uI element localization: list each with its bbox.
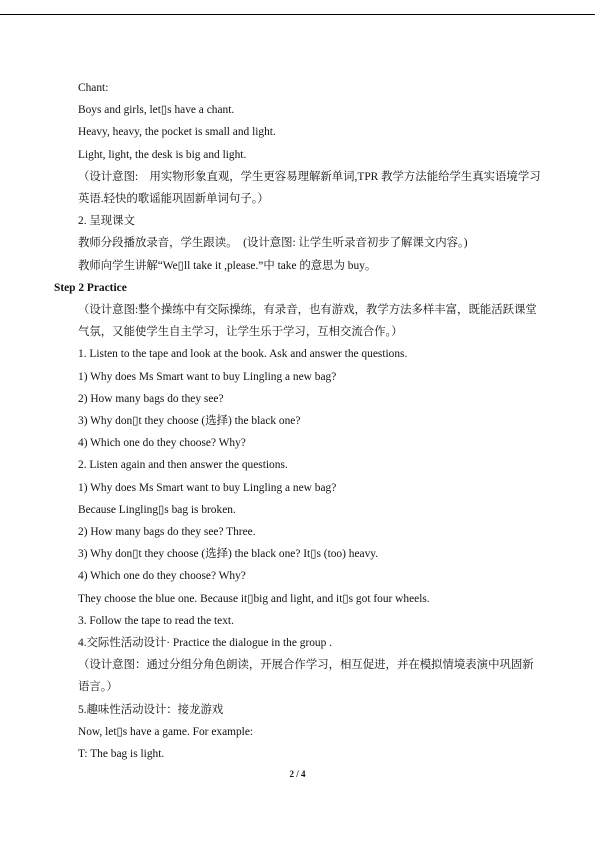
text-line: Boys and girls, let▯s have a chant. <box>78 104 235 117</box>
document-body <box>54 77 544 765</box>
design-note: （设计意图：通过分组分角色朗读，开展合作学习，相互促进，并在模拟情境表演中巩固新语言。） <box>78 659 534 694</box>
question-line: 3) Why don▯t they choose (选择) the black one? It▯s (too) heavy. <box>78 548 379 561</box>
design-note: （设计意图: 用实物形象直观，学生更容易理解新单词,TPR 教学方法能给学生真实语境学习英语.轻快的歌谣能巩固新单词句子。） <box>78 170 541 206</box>
text-line: Heavy, heavy, the pocket is small and light. <box>78 126 276 139</box>
design-note: （设计意图:整个操练中有交际操练，有录音，也有游戏，教学方法多样丰富，既能活跃课堂气氛，又能使学生自主学习，让学生乐于学习，互相交流合作。） <box>78 304 537 339</box>
section-heading: 2. 呈现课文 <box>78 215 135 228</box>
answer-line: They choose the blue one. Because it▯big and light, and it▯s got four wheels. <box>78 592 430 605</box>
question-line: 2) How many bags do they see? Three. <box>78 526 256 539</box>
text-line: 4.交际性活动设计· Practice the dialogue in the group . <box>78 637 333 650</box>
question-line: 2) How many bags do they see? <box>78 392 224 405</box>
text-line: Chant: <box>78 82 109 94</box>
question-line: 4) Which one do they choose? Why? <box>78 437 246 450</box>
question-line: 1) Why does Ms Smart want to buy Lingling a new bag? <box>78 481 337 494</box>
question-line: 4) Which one do they choose? Why? <box>78 570 246 583</box>
text-line: Light, light, the desk is big and light. <box>78 148 247 161</box>
text-line: 1. Listen to the tape and look at the book. Ask and answer the questions. <box>78 348 408 361</box>
text-line: 5.趣味性活动设计：接龙游戏 <box>78 703 224 716</box>
text-line: 教师向学生讲解“We▯ll take it ,please.”中 take 的意思为 buy。 <box>78 259 377 272</box>
header-rule <box>0 14 595 15</box>
text-line: 3. Follow the tape to read the text. <box>78 614 234 627</box>
page-number: 2 / 4 <box>289 769 306 779</box>
text-line: T: The bag is light. <box>78 748 165 761</box>
text-line: 2. Listen again and then answer the questions. <box>78 459 288 472</box>
step-heading: Step 2 Practice <box>54 281 127 294</box>
answer-line: Because Lingling▯s bag is broken. <box>78 503 236 516</box>
text-line: Now, let▯s have a game. For example: <box>78 725 254 738</box>
question-line: 1) Why does Ms Smart want to buy Lingling a new bag? <box>78 370 337 383</box>
text-line: 教师分段播放录音，学生跟读。 (设计意图: 让学生听录音初步了解课文内容。) <box>78 237 468 250</box>
question-line: 3) Why don▯t they choose (选择) the black one? <box>78 415 301 428</box>
